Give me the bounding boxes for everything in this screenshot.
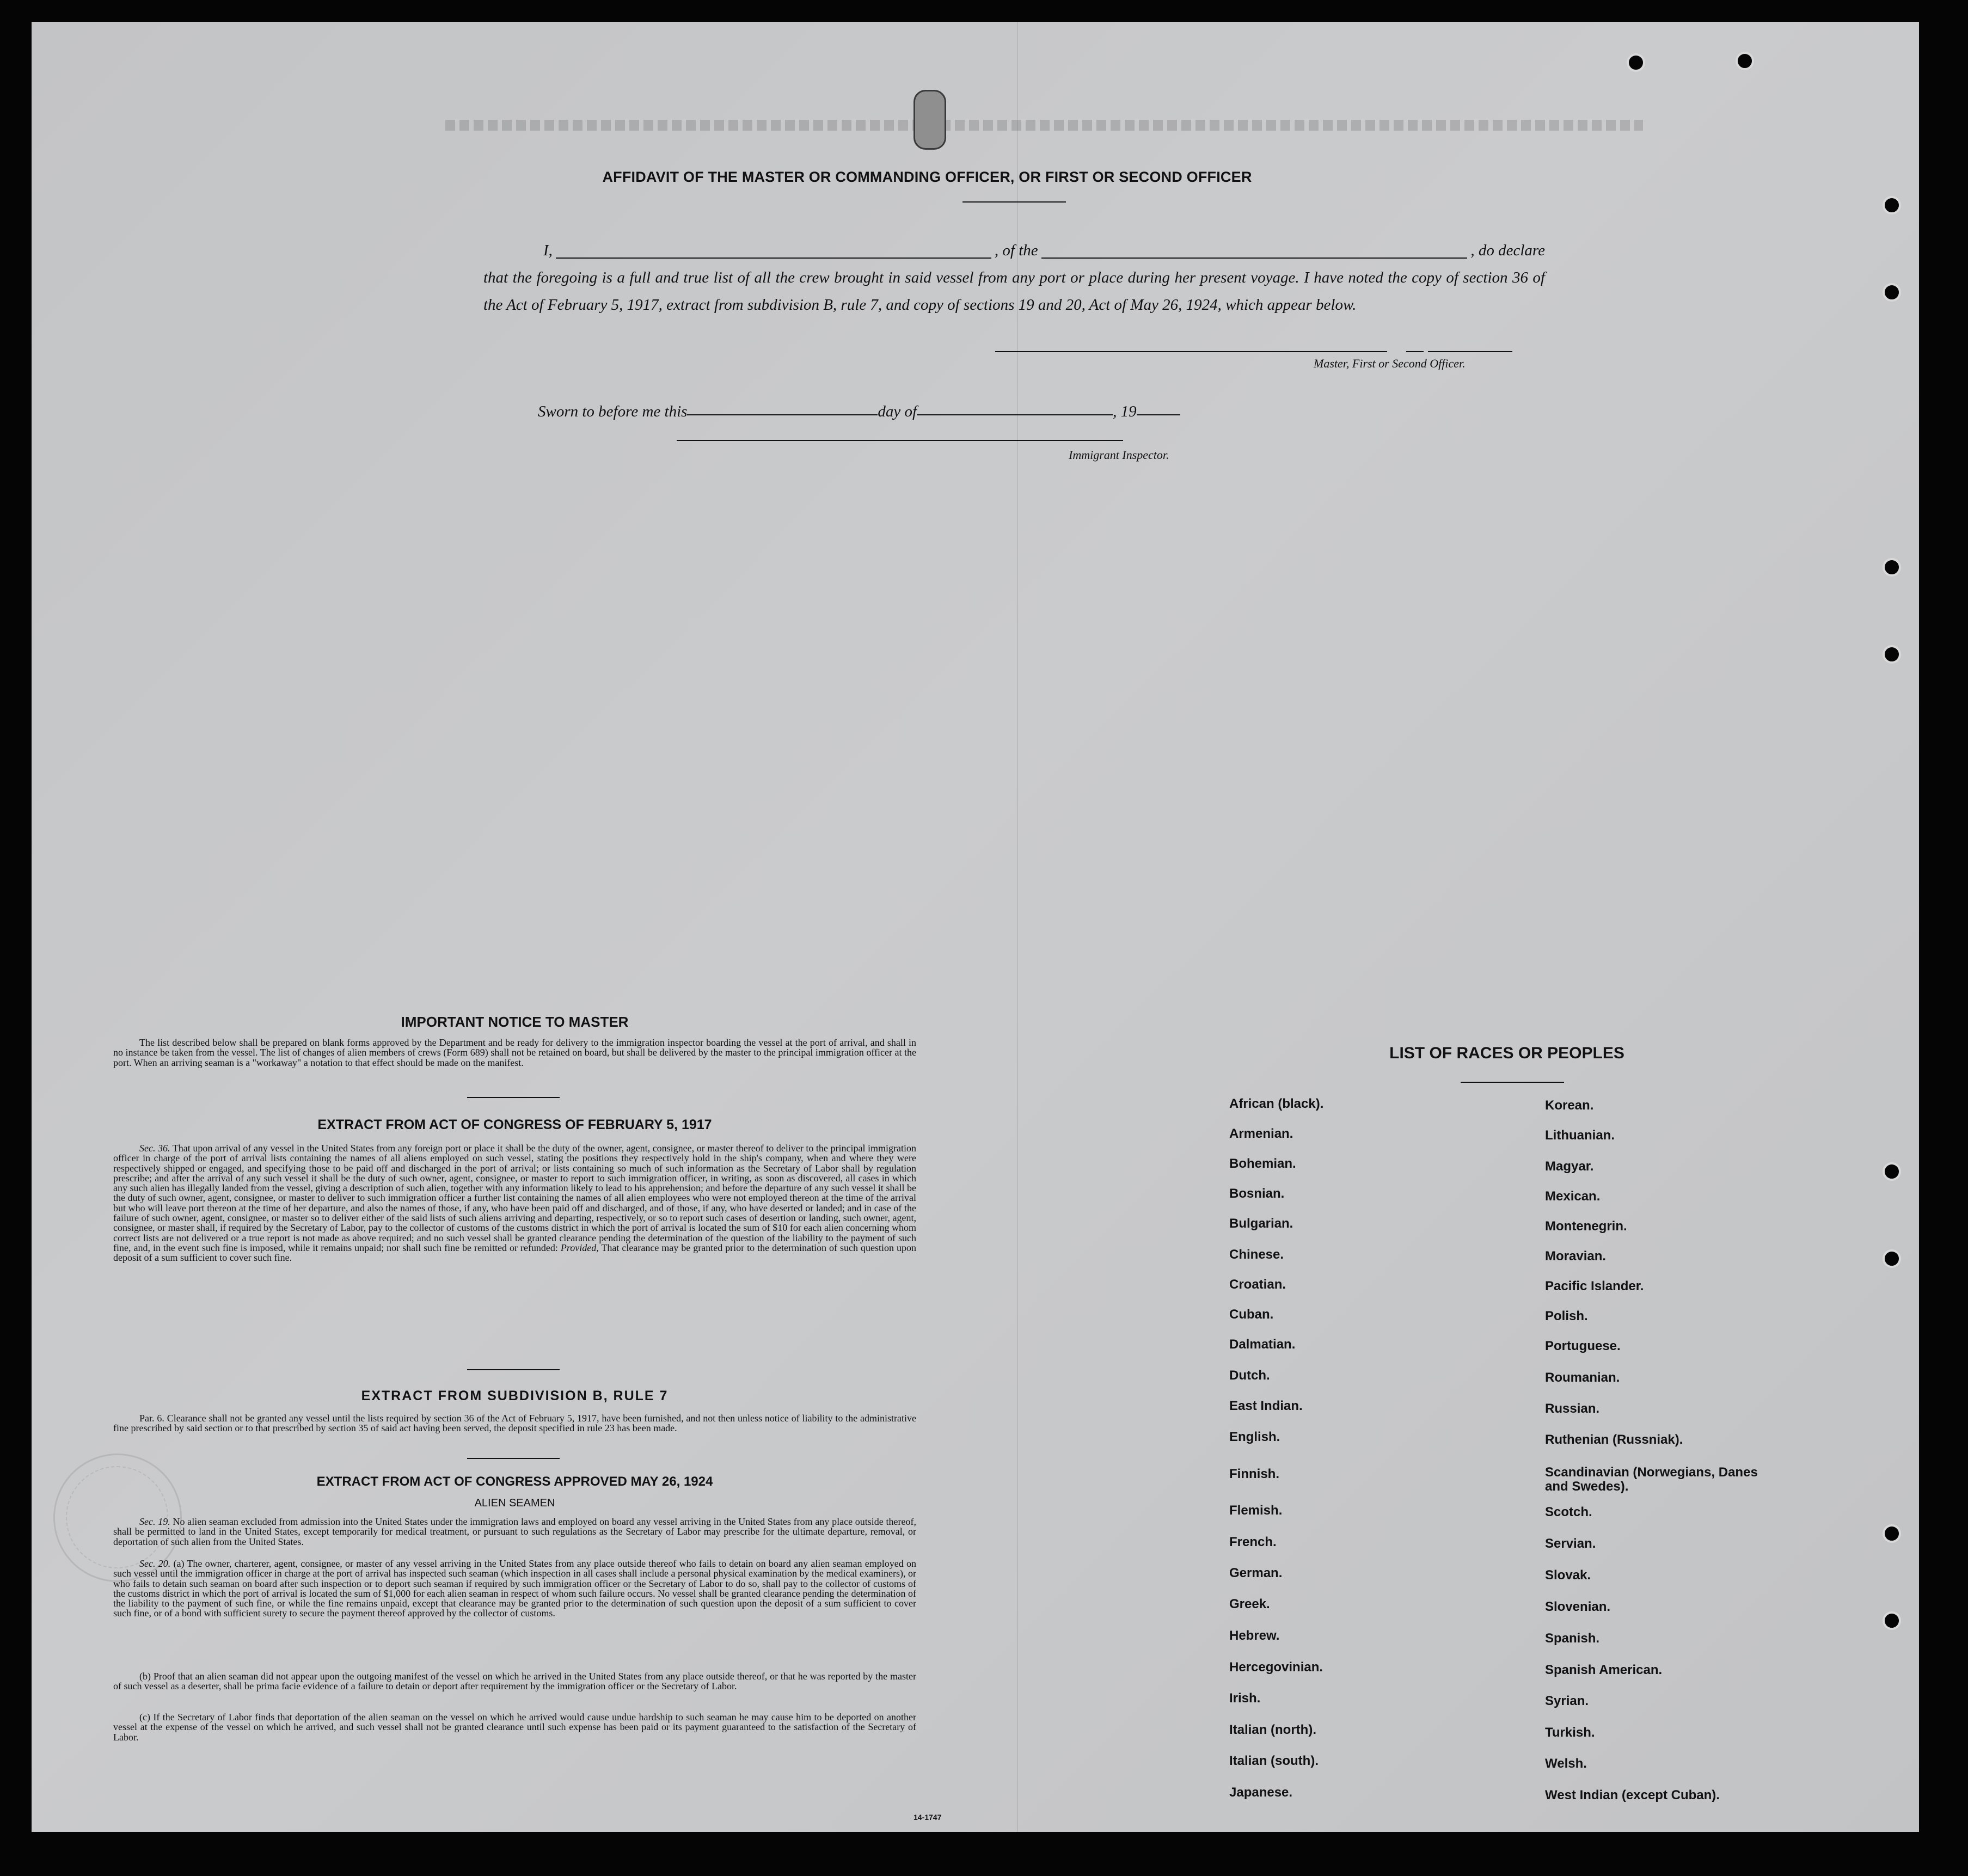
notice-title: IMPORTANT NOTICE TO MASTER	[401, 1014, 629, 1030]
race-item: Syrian.	[1545, 1694, 1589, 1708]
declaration-first-line	[483, 237, 1545, 264]
race-item: Scotch.	[1545, 1505, 1592, 1519]
master-signature-line-2	[1406, 351, 1424, 352]
sec20a-text	[113, 1559, 916, 1618]
race-item: Cuban.	[1229, 1307, 1274, 1322]
month-blank	[917, 414, 1113, 415]
race-item: Japanese.	[1229, 1785, 1293, 1800]
race-item: Hercegovinian.	[1229, 1660, 1323, 1675]
race-item: Armenian.	[1229, 1126, 1293, 1141]
race-item: Bohemian.	[1229, 1156, 1296, 1171]
extract-1917-title: EXTRACT FROM ACT OF CONGRESS OF FEBRUARY 5, 1917	[317, 1117, 712, 1132]
binder-hole-icon	[1627, 53, 1645, 72]
day-blank	[687, 414, 878, 415]
sec19-body: No alien seaman excluded from admission into the United States under the immigration laws and employed on board any vessel arriving in the United States from any place outside thereof, shall be permitted to land in the United States, except temporarily for medical treatment, or pursuant to such regulations as the Secretary of Labor may prescribe for the ultimate departure, removal, or deportation of such alien from the United States.	[113, 1516, 917, 1547]
year-label: , 19	[1113, 403, 1137, 420]
master-signature-line	[995, 351, 1387, 352]
title-divider	[962, 201, 1066, 203]
binder-hole-icon	[1883, 1611, 1901, 1630]
race-item: Lithuanian.	[1545, 1128, 1615, 1143]
binder-hole-icon	[1883, 558, 1901, 577]
race-item: Korean.	[1545, 1098, 1594, 1113]
binder-hole-icon	[1883, 1524, 1901, 1543]
race-item: Italian (north).	[1229, 1722, 1316, 1737]
race-item: Bosnian.	[1229, 1186, 1285, 1201]
sec19-label: Sec. 19.	[139, 1516, 170, 1527]
name-blank	[556, 258, 991, 259]
day-of-label: day of	[878, 403, 917, 420]
sec36-label: Sec. 36.	[139, 1143, 170, 1154]
binder-hole-icon	[1883, 1249, 1901, 1268]
race-item: Bulgarian.	[1229, 1216, 1293, 1231]
bleed-through-text	[445, 120, 1643, 131]
race-item: Spanish American.	[1545, 1663, 1663, 1677]
alien-seamen-subtitle: ALIEN SEAMEN	[474, 1497, 555, 1509]
race-item: Dalmatian.	[1229, 1337, 1296, 1352]
race-item: French.	[1229, 1535, 1277, 1549]
race-item: Croatian.	[1229, 1277, 1286, 1292]
race-item: West Indian (except Cuban).	[1545, 1788, 1720, 1803]
affidavit-declaration	[483, 237, 1545, 318]
divider	[467, 1458, 560, 1459]
race-item: Slovak.	[1545, 1568, 1591, 1583]
race-item: Greek.	[1229, 1597, 1270, 1611]
race-item: English.	[1229, 1430, 1280, 1444]
rule7-text: Par. 6. Clearance shall not be granted any vessel until the lists required by section 36 of the Act of February 5, 1917, have been furnished, and not then unless notice of liability to the administrative fine prescribed by said section or to that prescribed by section 35 of said act having been served, the deposit specified in rule 23 has been made.	[113, 1413, 916, 1434]
sec19-text	[113, 1517, 916, 1547]
master-signature-line-3	[1428, 351, 1512, 352]
binder-hole-icon	[1883, 283, 1901, 302]
race-item: Ruthenian (Russniak).	[1545, 1432, 1683, 1447]
inspector-caption: Immigrant Inspector.	[1069, 448, 1169, 462]
year-blank	[1137, 414, 1180, 415]
races-divider	[1461, 1082, 1564, 1083]
race-item: East Indian.	[1229, 1399, 1303, 1413]
binder-hole-icon	[1883, 1162, 1901, 1181]
divider	[467, 1369, 560, 1370]
binder-hole-icon	[1736, 52, 1754, 70]
extract-1917-text	[113, 1143, 916, 1263]
race-item: Chinese.	[1229, 1247, 1284, 1262]
binder-hole-icon	[1883, 196, 1901, 214]
sec20a-body: (a) The owner, charterer, agent, consignee, or master of any vessel arriving in the United States from any place outside thereof who fails to detain on board any alien seaman employed on such vessel until the immigration officer in charge at the port of arrival has inspected such seaman (which inspection in all cases shall include a personal physical examination by the medical examiners), or who fails to detain such seaman on board after such inspection or to deport such seaman if required by such immigration officer or the Secretary of Labor to do so, shall pay to the collector of customs of the customs district in which the port of arrival is located the sum of $1,000 for each alien seaman in respect of whom such failure occurs. No vessel shall be granted clearance pending the determination of the liability to the payment of such fine, or while the fine remains unpaid, except that clearance may be granted prior to the determination of such question upon the deposit of a sum sufficient to cover such fine, or of a bond with sufficient surety to secure the payment thereof approved by the collector of customs.	[113, 1558, 916, 1619]
master-signature-caption: Master, First or Second Officer.	[1314, 357, 1466, 370]
race-item: Mexican.	[1545, 1189, 1601, 1204]
sec20c-text: (c) If the Secretary of Labor finds that deportation of the alien seaman on the vessel on which he arrived would cause undue hardship to such seaman he may cause him to be deported on another vessel at the expense of the vessel on which he arrived, and such vessel shall not be granted clearance until such expense has been paid or its payment guaranteed to the satisfaction of the Secretary of Labor.	[113, 1712, 916, 1743]
race-item: African (black).	[1229, 1096, 1324, 1111]
binder-hole-icon	[1883, 645, 1901, 664]
race-item: Polish.	[1545, 1309, 1588, 1323]
affidavit-title: AFFIDAVIT OF THE MASTER OR COMMANDING OFFICER, OR FIRST OR SECOND OFFICER	[602, 169, 1252, 185]
race-item: Montenegrin.	[1545, 1219, 1627, 1234]
race-item: Roumanian.	[1545, 1370, 1620, 1385]
race-item: Hebrew.	[1229, 1628, 1280, 1643]
document-sheet	[32, 22, 1919, 1832]
extract-1924-title: EXTRACT FROM ACT OF CONGRESS APPROVED MAY 26, 1924	[316, 1474, 713, 1489]
race-item: Magyar.	[1545, 1159, 1594, 1174]
race-item: Portuguese.	[1545, 1339, 1621, 1353]
race-item: Turkish.	[1545, 1725, 1595, 1740]
race-item: Moravian.	[1545, 1249, 1607, 1264]
race-item: German.	[1229, 1566, 1283, 1580]
race-item: Scandinavian (Norwegians, Danes and Swedes).	[1545, 1465, 1758, 1494]
declaration-body: that the foregoing is a full and true list of all the crew brought in said vessel from any port or place during her present voyage. I have noted the copy of section 36 of the Act of February 5, 1917, extract from subdivision B, rule 7, and copy of sections 19 and 20, Act of May 26, 1924, which appear below.	[483, 269, 1545, 314]
races-title: LIST OF RACES OR PEOPLES	[1389, 1044, 1624, 1062]
race-item: Pacific Islander.	[1545, 1279, 1644, 1293]
vessel-blank	[1041, 258, 1468, 259]
race-item: Spanish.	[1545, 1631, 1600, 1646]
i-label: I,	[543, 242, 553, 259]
paper-clip-icon	[914, 90, 946, 150]
race-item: Welsh.	[1545, 1756, 1587, 1771]
race-item: Irish.	[1229, 1691, 1261, 1706]
sec20-label: Sec. 20.	[139, 1558, 171, 1569]
provided-label: Provided,	[560, 1242, 599, 1253]
divider	[467, 1097, 560, 1098]
of-the-label: , of the	[994, 242, 1038, 259]
sworn-label: Sworn to before me this	[538, 403, 688, 420]
sec36-text: That upon arrival of any vessel in the United States from any foreign port or place it shall be the duty of the owner, agent, consignee, or master thereof to deliver to the principal immigration officer in charge of the port of arrival lists containing the names of all aliens employed on such vessel, stating the positions they respectively hold in the ship's company, when and where they were respectively shipped or engaged, and specifying those to be paid off and discharged in the port of arrival; or lists containing so much of such information as the Secretary of Labor shall by regulation prescribe; and after the arrival of any such vessel it shall be the duty of such owner, agent, consignee, or master to report to such immigration officer, in writing, as soon as discovered, all cases in which any such alien has illegally landed from the vessel, giving a description of such alien, together with any information likely to lead to his apprehension; and before the departure of any such vessel it shall be the duty of such owner, agent, consignee, or master to deliver to such immigration officer a further list containing the names of all alien employees who were not employed thereon at the time of the arrival but who will leave port thereon at the time of her departure, and also the names of those, if any, who have been paid off and discharged, and of those, if any, who have deserted or landed; and in case of the failure of such owner, agent, consignee, or master so to deliver either of the said lists of such aliens arriving and departing, respectively, or so to report such cases of desertion or landing, such owner, agent, consignee, or master shall, if required by the Secretary of Labor, pay to the collector of customs of the customs district in which the port of arrival is located the sum of $10 for each alien concerning whom correct lists are not delivered or a true report is not made as above required; and no such vessel shall be granted clearance pending the determination of the question of the liability to the payment of such fine, and, in the event such fine is imposed, while it remains unpaid; nor shall such fine be remitted or refunded:	[113, 1143, 916, 1253]
race-item: Slovenian.	[1545, 1599, 1611, 1614]
race-item: Servian.	[1545, 1536, 1596, 1551]
sworn-line	[538, 403, 1180, 421]
race-item: Russian.	[1545, 1401, 1600, 1416]
sec36-text-end: That clearance may be granted prior to the determination of such question upon deposit of a sum sufficient to cover such fine.	[113, 1242, 916, 1264]
rule7-title: EXTRACT FROM SUBDIVISION B, RULE 7	[361, 1388, 669, 1403]
race-item: Dutch.	[1229, 1368, 1270, 1383]
form-number: 14-1747	[914, 1813, 942, 1822]
race-item: Finnish.	[1229, 1467, 1279, 1481]
sec20b-text: (b) Proof that an alien seaman did not appear upon the outgoing manifest of the vessel on which he arrived in the United States from any place outside thereof, or that he was reported by the master of such vessel as a deserter, shall be prima facie evidence of a failure to detain or deport after requirement by the immigration officer or the Secretary of Labor.	[113, 1671, 916, 1692]
race-item: Italian (south).	[1229, 1754, 1319, 1768]
notice-text: The list described below shall be prepared on blank forms approved by the Department and be ready for delivery to the immigration inspector boarding the vessel at the port of arrival, and shall in no instance be taken from the vessel. The list of changes of alien members of crews (Form 689) shall not be retained on board, but shall be delivered by the master to the principal immigration officer at the port. When an arriving seaman is a "workaway" a notation to that effect should be made on the manifest.	[113, 1037, 916, 1068]
race-item: Flemish.	[1229, 1503, 1283, 1518]
declare-label: , do declare	[1470, 242, 1545, 259]
inspector-signature-line	[677, 440, 1123, 441]
